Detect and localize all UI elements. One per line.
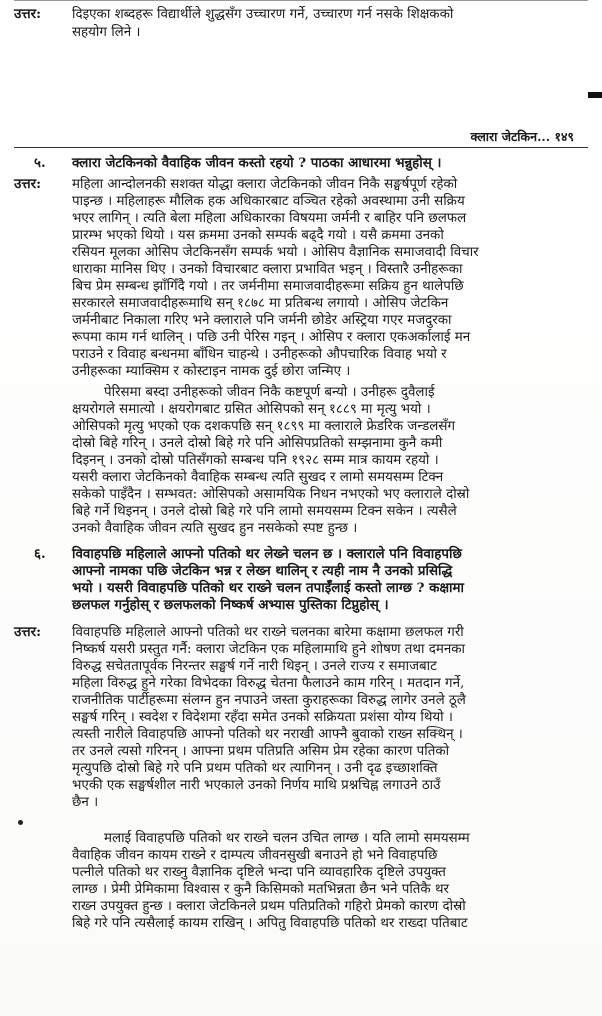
answer-6-line: राख्न उपयुक्त हुन्छ । क्लारा जेटकिनले प्रथम पतिप्रतिको गहिरो प्रेमको कारण दोस्रो — [72, 899, 466, 914]
answer-6-line: विरुद्ध सचेततापूर्वक निरन्तर सङ्घर्ष गर्ने नारी थिइन् । उनले राज्य र समाजबाट — [72, 659, 437, 674]
answer-5-line: दिइनन् । उनको दोस्रो पतिसँगको सम्बन्ध पनि १९२८ सम्म मात्र कायम रहयो । — [72, 453, 439, 468]
answer-5-line: महिला आन्दोलनकी सशक्त योद्धा क्लारा जेटकिनको जीवन निकै सङ्घर्षपूर्ण रहेको — [72, 177, 458, 192]
answer-5-line: यसरी क्लारा जेटकिनको वैवाहिक सम्बन्ध त्यति सुखद र लामो समयसम्म टिक्न — [72, 470, 444, 485]
answer-5-line: बिहे गर्ने थिइनन् । उनले दोस्रो बिहे गरे पनि लामो समयसम्म टिक्न सकेन । त्यसैले — [72, 504, 457, 519]
answer-6-line: छैन । — [72, 795, 99, 810]
answer-5-line: पेरिसमा बस्दा उनीहरूको जीवन निकै कष्टपूर्ण बन्यो । उनीहरू दुवैलाई — [104, 385, 435, 400]
answer-5-line: क्षयरोगले समात्यो । क्षयरोगबाट ग्रसित ओसिपको सन् १८८९ मा मृत्यु भयो । — [72, 402, 431, 417]
answer-6-line: मृत्युपछि दोस्रो बिहे गरे पनि प्रथम पतिको थर त्यागिनन् । उनी दृढ इच्छाशक्ति — [72, 761, 438, 776]
question-5-number: ५. — [34, 155, 46, 171]
answer-6-line: तर उनले त्यसो गरिनन् । आफ्ना प्रथम पतिप्रति असिम प्रेम रहेका कारण पतिको — [72, 744, 450, 759]
top-answer-label: उत्तर: — [14, 6, 42, 22]
answer-5-line: उनको वैवाहिक जीवन त्यति सुखद हुन नसकेको स्पष्ट हुन्छ । — [72, 521, 358, 536]
answer-5-line: प्रारम्भ भएको थियो । यस क्रममा उनको सम्पर्क बढ्दै गयो । यसै क्रममा उनको — [72, 228, 444, 243]
top-divider — [14, 0, 588, 1]
answer-5-line: जर्मनीबाट निकाला गरिए भने क्लाराले पनि जर्मनी छोडेर अस्ट्रिया गएर मजदुरका — [72, 313, 452, 328]
margin-dot — [18, 820, 23, 825]
answer-6-line: निष्कर्ष यसरी प्रस्तुत गर्नै: क्लारा जेटकिन एक महिलामाथि हुने शोषण तथा दमनका — [72, 642, 466, 657]
answer-5-line: रसियन मूलका ओसिप जेटकिनसँग सम्पर्क भयो । ओसिप वैज्ञानिक समाजवादी विचार — [72, 245, 479, 260]
question-5-text: क्लारा जेटकिनको वैवाहिक जीवन कस्तो रहयो ? पाठका आधारमा भन्नुहोस् । — [72, 155, 442, 171]
answer-6-line: मलाई विवाहपछि पतिको थर राख्ने चलन उचित लाग्छ । यति लामो समयसम्म — [104, 831, 470, 846]
answer-5-line: पराउने र विवाह बन्धनमा बाँधिन चाहन्थे । उनीहरूको औपचारिक विवाह भयो र — [72, 347, 447, 362]
answer-5-line: बिच प्रेम सम्बन्ध झाँगिँदै गयो । तर जर्मनीमा समाजवादीहरूमा सक्रिय हुन थालेपछि — [72, 279, 464, 294]
top-answer-line: दिइएका शब्दहरू विद्यार्थीले शुद्धसँग उच्चारण गर्ने, उच्चारण गर्न नसके शिक्षकको — [72, 7, 454, 22]
answer-5-line: पाइन्छ । महिलाहरू मौलिक हक अधिकारबाट वञ्चित रहेको अवस्थामा उनी सक्रिय — [72, 194, 465, 209]
answer-5-line: ओसिपको मृत्यु भएको एक दशकपछि सन् १८९९ मा क्लाराले फ्रेडरिक जन्डलसँग — [72, 419, 455, 434]
answer-6-line: भएकी एक सङ्घर्षशील नारी भएकाले उनको निर्णय माथि प्रश्नचिह्न लगाउने ठाउँ — [72, 778, 441, 793]
answer-6-line: राजनीतिक पार्टीहरूमा संलग्न हुन नपाउने जस्ता कुराहरूका विरुद्ध लागेर उनले ठूलै — [72, 693, 466, 708]
question-6-number: ६. — [34, 546, 46, 562]
question-6-text: विवाहपछि महिलाले आफ्नो पतिको थर लेख्ने चलन छ । क्लाराले पनि विवाहपछि — [72, 546, 462, 562]
answer-6-line: वैवाहिक जीवन कायम राख्ने र दाम्पत्य जीवनसुखी बनाउने हो भने विवाहपछि — [72, 848, 438, 863]
answer-6-line: बिहे गरे पनि त्यसैलाई कायम राखिन् । अपितु विवाहपछि पतिको थर राख्दा पतिबाट — [72, 916, 468, 931]
question-6-text: आफ्नो नामका पछि जेटकिन भन्न र लेख्न थालिन् र त्यही नाम नै उनको प्रसिद्धि — [72, 563, 453, 579]
answer-5-line: धाराका मानिस थिए । उनको विचारबाट क्लारा प्रभावित भइन् । विस्तारै उनीहरूका — [72, 262, 463, 277]
answer-6-line: त्यस्ती नारीले विवाहपछि आफ्नो पतिको थर नराखी आफ्नै बुवाको राख्न सक्थिन् । — [72, 727, 463, 742]
answer-5-line: उनीहरूका म्याक्सिम र कोस्टाइन नामक दुई छोरा जन्मिए । — [72, 364, 351, 379]
top-answer-line: सहयोग लिने । — [72, 25, 141, 40]
question-6-text: भयो । यसरी विवाहपछि पतिको थर राख्ने चलन तपाईँलाई कस्तो लाग्छ ? कक्षामा — [72, 580, 465, 596]
header-rule — [14, 147, 588, 148]
answer-5-line: भएर लागिन् । त्यति बेला महिला अधिकारका विषयमा जर्मनी र बाहिर पनि छलफल — [72, 211, 467, 226]
answer-6-line: महिला विरुद्ध हुने गरेका विभेदका विरुद्ध चेतना फैलाउने काम गरिन् । मतदान गर्ने, — [72, 676, 465, 691]
page-edge-mark — [588, 92, 602, 98]
answer-5-label: उत्तर: — [14, 176, 42, 192]
question-6-text: छलफल गर्नुहोस् र छलफलको निष्कर्ष अभ्यास पुस्तिका टिप्नुहोस् । — [72, 597, 389, 613]
running-header: क्लारा जेटकिन... १४९ — [470, 129, 574, 144]
answer-5-line: दोस्रो बिहे गरिन् । उनले दोस्रो बिहे गरे पनि ओसिपप्रतिको सम्झनामा कुनै कमी — [72, 436, 443, 451]
answer-6-line: सङ्घर्ष गरिन् । स्वदेश र विदेशमा रहँदा समेत उनको सक्रियता प्रशंसा योग्य थियो । — [72, 710, 453, 725]
answer-5-line: सरकारले समाजवादीहरूमाथि सन् १८७८ मा प्रतिबन्ध लगायो । ओसिप जेटकिन — [72, 296, 449, 311]
answer-5-line: रूपमा काम गर्न थालिन् । पछि उनी पेरिस गइन् । ओसिप र क्लारा एकअर्कालाई मन — [72, 330, 471, 345]
answer-6-line: लाग्छ । प्रेमी प्रेमिकामा विश्वास र कुनै किसिमको मतभिन्नता छैन भने पतिकै थर — [72, 882, 450, 897]
answer-6-label: उत्तर: — [14, 624, 42, 640]
answer-6-line: पत्नीले पतिको थर राख्नु वैज्ञानिक दृष्टिले भन्दा पनि व्यावहारिक दृष्टिले उपयुक्त — [72, 865, 446, 880]
answer-5-line: सकेको पाइँदैन । सम्भवत: ओसिपको असामयिक निधन नभएको भए क्लाराले दोस्रो — [72, 487, 470, 502]
answer-6-line: विवाहपछि महिलाले आफ्नो पतिको थर राख्ने चलनका बारेमा कक्षामा छलफल गरी — [72, 625, 464, 640]
